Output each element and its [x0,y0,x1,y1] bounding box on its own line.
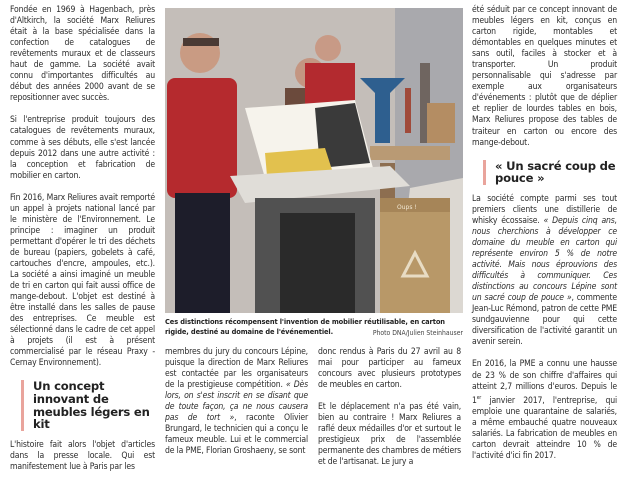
photo-illustration [165,8,463,313]
article-column-4 [472,5,617,462]
article-column-1 [10,5,155,473]
quote: « Depuis cinq ans, nous cherchions à développer ce domaine du meuble en carton qui représente environ 5 % de notre activité. Mais nous éprouvions des difficultés à communiquer. Ces distinctions au concours Lépine sont un sacré coup de pouce » [472,215,617,304]
article-column-2 [165,347,308,457]
paragraph: En 2016, la PME a connu une hausse de 23 % de son chiffre d'affaires qui atteint 2,7 millions d'euros. Depuis le 1er janvier 2017, l'entreprise, qui emploie une quarantaine de salariés, a même embauché quatre nouveaux salariés. La fabrication de meubles en carton devrait atteindre 10 % de l'activité d'ici fin 2017. [472,359,617,461]
paragraph: Et le déplacement n'a pas été vain, bien au contraire ! Marx Reliures a raflé deux médailles d'or et surtout le prestigieux prix de l'assemblée permanente des chambres de métiers et de l'artisanat. Le jury a [318,402,461,468]
caption-text: Ces distinctions récompensent l'invention de mobilier réutilisable, en carton rigide, destiné au domaine de l'événementiel. [165,317,445,336]
subheading-coup-de-pouce: « Un sacré coup de pouce » [483,160,617,185]
paragraph: Fin 2016, Marx Reliures avait remporté un appel à projets national lancé par le ministère de l'Environnement. Le principe : imaginer un produit permettant d'opérer le tri des déchets de bureau (papiers, gobelets à café, cartouches d'encre, ampoules, etc.). La société a ainsi imaginé un meuble de tri en carton qui fait aussi office de mange-debout. L'objet est destiné à être installé dans les salles de pause des entreprises. Ce meuble est sélectionné dans le cadre de cet appel à projets (il est à présent commercialisé par le réseau Praxy - Cernay Environnement). [10,192,155,369]
paragraph: L'histoire fait alors l'objet d'articles dans la presse locale. Qui est manifestement lue à Paris par les [10,439,155,472]
subheading-concept: Un concept innovant de meubles légers en kit [21,380,155,430]
article-photo [165,8,463,313]
paragraph: donc rendus à Paris du 27 avril au 8 mai pour participer au fameux concours avec plusieurs prototypes de meubles en carton. [318,347,461,391]
paragraph: été séduit par ce concept innovant de meubles légers en kit, conçus en carton rigide, montables et démontables en quelques minutes et sans outil, faciles à stocker et à transporter. Un produit personnalisable qui s'adresse par exemple aux organisateurs d'événements : plutôt que de déplier et replier de lourdes tables en bois, Marx Reliures propose des tables de traiteur en carton ou encore des mange-debout. [472,5,617,148]
svg-text:Oups !: Oups ! [397,204,417,211]
paragraph: La société compte parmi ses tout premiers clients une distillerie de whisky écossaise. « Depuis cinq ans, nous cherchions à développer ce domaine du meuble en carton qui représente environ 5 % de notre activité. Mais nous éprouvions des difficultés à communiquer. Ces distinctions au concours Lépine sont un sacré coup de pouce », commente Jean-Luc Rémond, patron de cette PME sundgauvienne pour qui cette diversification de l'activité garantit un avenir serein. [472,193,617,348]
photo-caption [165,317,463,338]
quote: « Dès lors, on s'est inscrit en se disant que de toute façon, ça ne nous causera pas de tort » [165,380,308,424]
photo-credit: Photo DNA/Julien Steinhauser [372,329,463,337]
paragraph: membres du jury du concours Lépine, puisque la direction de Marx Reliures est contactée par les organisateurs de la prestigieuse compétition. « Dès lors, on s'est inscrit en se disant que de toute façon, ça ne nous causera pas de tort », raconte Olivier Brungard, le technicien qui a conçu le fameux meuble. Lui et le commercial de la PME, Florian Groshaeny, se sont [165,347,309,457]
paragraph: Fondée en 1969 à Hagenbach, près d'Altkirch, la société Marx Reliures était à la base spécialisée dans la confection de catalogues de revêtements muraux et de classeurs haut de gamme. La société avait connu d'importantes difficultés au début des années 2000 avant de se repositionner avec succès. [10,5,155,104]
article-column-3 [318,347,461,468]
paragraph: Si l'entreprise produit toujours des catalogues de revêtements muraux, comme à ses débuts, elle s'est lancée depuis 2012 dans une autre activité : la conception et fabrication de mobilier en carton. [10,115,155,181]
